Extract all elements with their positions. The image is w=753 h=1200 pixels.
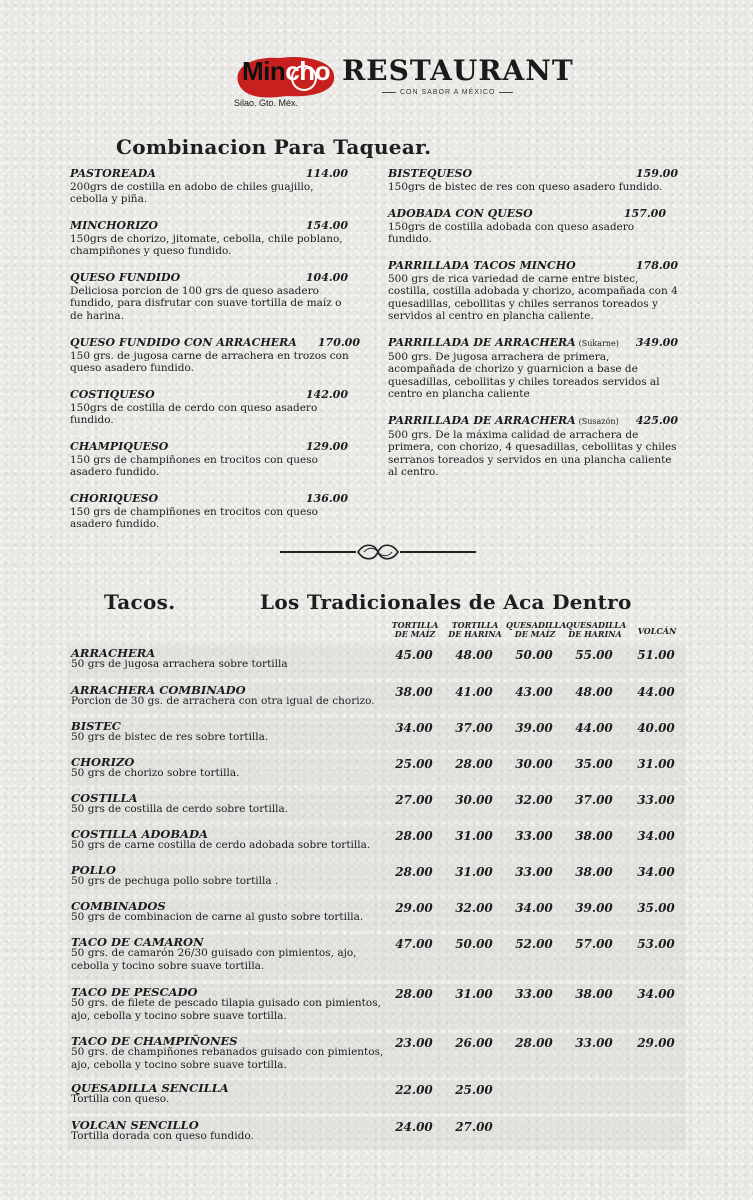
price-column-header (566, 620, 627, 639)
taco-price: 24.00 (395, 1120, 433, 1134)
taco-price: 35.00 (637, 901, 675, 915)
taco-price: 35.00 (575, 757, 613, 771)
taco-price: 30.00 (515, 757, 553, 771)
combo-item (70, 493, 348, 531)
taco-price: 29.00 (637, 1036, 675, 1050)
taco-price: 31.00 (637, 757, 675, 771)
taco-price: 28.00 (395, 865, 433, 879)
combo-item-desc: Deliciosa porcion de 100 grs de queso asadero fundido, para disfrutar con suave tortilla de maíz o de harina. (70, 284, 342, 322)
taco-price: 29.00 (395, 901, 433, 915)
combo-item-name: BISTEQUESO (388, 167, 473, 180)
taco-price: 33.00 (515, 829, 553, 843)
taco-row (68, 645, 686, 678)
taco-price: 50.00 (515, 648, 553, 662)
tacos-section-subtitle: Los Tradicionales de Aca Dentro (260, 590, 632, 614)
taco-desc: Tortilla dorada con queso fundido. (71, 1130, 254, 1142)
taco-price: 39.00 (515, 721, 553, 735)
taco-price: 32.00 (455, 901, 493, 915)
taco-price: 43.00 (515, 685, 553, 699)
taco-desc: Porcion de 30 gs. de arrachera con otra igual de chorizo. (71, 695, 375, 707)
taco-price: 31.00 (455, 865, 493, 879)
taco-price: 37.00 (575, 793, 613, 807)
taco-price: 28.00 (515, 1036, 553, 1050)
price-column-header (446, 621, 504, 639)
taco-price: 47.00 (395, 937, 433, 951)
taco-price: 37.00 (455, 721, 493, 735)
taco-price: 57.00 (575, 937, 613, 951)
combo-item (70, 168, 348, 206)
combo-item-name: COSTIQUESO (70, 388, 155, 401)
combo-item (70, 337, 360, 375)
combo-item-price: 159.00 (635, 167, 678, 180)
taco-desc: 50 grs de pechuga pollo sobre tortilla . (71, 875, 279, 887)
taco-name: COSTILLA ADOBADA (71, 827, 208, 841)
taco-name: POLLO (71, 863, 116, 877)
combo-item-price: 104.00 (305, 271, 348, 284)
combo-item-name: MINCHORIZO (70, 219, 159, 232)
column-header-line1: TORTILLA (391, 620, 439, 630)
combo-item-price: 142.00 (305, 388, 348, 401)
taco-price: 33.00 (515, 987, 553, 1001)
taco-desc: 50 grs de costilla de cerdo sobre tortilla. (71, 803, 289, 815)
combo-item-name: PASTOREADA (70, 167, 156, 180)
brand-name: Mincho (242, 56, 330, 86)
column-header-line2: DE MAÍZ (394, 629, 436, 639)
taco-desc: 50 grs de jugosa arrachera sobre tortilla (71, 658, 288, 670)
combo-item (70, 441, 348, 479)
combo-item-desc: 500 grs. De jugosa arrachera de primera, acompañada de chorizo y guarnicion a base de quesadillas, cebollitas y chiles toreados servidos al centro en plancha caliente (388, 350, 660, 400)
taco-price: 33.00 (575, 1036, 613, 1050)
column-header-line2: DE HARINA (448, 629, 502, 639)
taco-price: 22.00 (395, 1083, 433, 1097)
taco-desc: 50 grs de bistec de res sobre tortilla. (71, 731, 269, 743)
taco-price: 44.00 (637, 685, 675, 699)
taco-row (68, 984, 686, 1029)
taco-name: QUESADILLA SENCILLA (71, 1081, 229, 1095)
taco-price: 44.00 (575, 721, 613, 735)
taco-name: CHORIZO (71, 755, 135, 769)
combo-item-desc: 500 grs de rica variedad de carne entre bistec, costilla, costilla adobada y chorizo, acompañada con 4 quesadillas, cebollitas y chiles serranos toreados y servidos al centro en plancha caliente. (388, 272, 678, 322)
taco-price: 27.00 (395, 793, 433, 807)
taco-name: TACO DE CAMARON (71, 935, 204, 949)
taco-price: 31.00 (455, 987, 493, 1001)
taco-price: 34.00 (637, 865, 675, 879)
column-header-line1: VOLCÁN (637, 626, 677, 636)
combo-item-name: CHORIQUESO (70, 492, 159, 505)
taco-row (68, 1033, 686, 1076)
combo-item-desc: 150grs de bistec de res con queso asadero fundido. (388, 180, 663, 193)
taco-row (68, 790, 686, 822)
combo-item-desc: 150 grs de champiñones en trocitos con queso asadero fundido. (70, 505, 318, 530)
combo-item-desc: 150grs de chorizo, jitomate, cebolla, chile poblano, champiñones y queso fundido. (70, 232, 343, 257)
taco-name: ARRACHERA (71, 646, 156, 660)
tacos-section-title: Tacos. (104, 590, 176, 614)
taco-price: 34.00 (515, 901, 553, 915)
combo-item-desc: 500 grs. De la máxima calidad de arrachera de primera, con chorizo, 4 quesadillas, cebollitas y chiles serranos toreados y servidos en una plancha caliente al centro. (388, 428, 677, 478)
brand-location: Silao. Gto. Méx. (234, 98, 299, 108)
taco-price: 38.00 (575, 865, 613, 879)
taco-name: TACO DE CHAMPIÑONES (71, 1034, 238, 1048)
taco-row (68, 718, 686, 750)
taco-row (68, 682, 686, 714)
brand-restaurant-word: RESTAURANT (342, 54, 574, 87)
combo-item-price: 129.00 (305, 440, 348, 453)
taco-price: 33.00 (515, 865, 553, 879)
combo-item-name: PARRILLADA DE ARRACHERA (388, 414, 576, 427)
taco-price: 25.00 (455, 1083, 493, 1097)
taco-price: 41.00 (455, 685, 493, 699)
combo-item-desc: 150 grs de champiñones en trocitos con queso asadero fundido. (70, 453, 318, 478)
ornament-divider-icon (280, 541, 476, 563)
taco-price: 45.00 (395, 648, 433, 662)
taco-price: 34.00 (395, 721, 433, 735)
combo-item-desc: 200grs de costilla en adobo de chiles guajillo, cebolla y piña. (70, 180, 314, 205)
taco-price: 28.00 (455, 757, 493, 771)
taco-price: 50.00 (455, 937, 493, 951)
taco-price: 27.00 (455, 1120, 493, 1134)
taco-price: 33.00 (637, 793, 675, 807)
combo-item-name: CHAMPIQUESO (70, 440, 169, 453)
taco-desc: 50 grs. de camarón 26/30 guisado con pimientos, ajo, cebolla y tocino sobre suave tortilla. (71, 947, 357, 972)
taco-desc: 50 grs de combinacion de carne al gusto sobre tortilla. (71, 911, 364, 923)
taco-desc: 50 grs de chorizo sobre tortilla. (71, 767, 240, 779)
taco-price: 34.00 (637, 987, 675, 1001)
taco-row (68, 898, 686, 930)
combo-item-name: QUESO FUNDIDO (70, 271, 181, 284)
taco-price: 34.00 (637, 829, 675, 843)
combo-item (388, 260, 678, 323)
taco-price: 28.00 (395, 829, 433, 843)
taco-name: COMBINADOS (71, 899, 166, 913)
combo-item (388, 208, 666, 246)
taco-price: 32.00 (515, 793, 553, 807)
taco-price: 23.00 (395, 1036, 433, 1050)
column-header-line1: TORTILLA (451, 620, 499, 630)
column-header-line2: DE MAÍZ (514, 629, 556, 639)
combo-item (388, 337, 678, 401)
combo-item (388, 168, 678, 193)
combo-item-note: (Sukarne) (578, 339, 619, 348)
combo-item-price: 157.00 (623, 207, 666, 220)
price-column-header (628, 627, 686, 636)
combo-item-note: (Susazón) (578, 417, 619, 426)
combo-item-name: ADOBADA CON QUESO (388, 207, 533, 220)
taco-price: 51.00 (637, 648, 675, 662)
taco-price: 38.00 (575, 987, 613, 1001)
taco-name: VOLCAN SENCILLO (71, 1118, 199, 1132)
taco-price: 55.00 (575, 648, 613, 662)
taco-name: ARRACHERA COMBINADO (71, 683, 246, 697)
column-header-line1: QUESADILLA (506, 620, 567, 630)
combo-item-desc: 150 grs. de jugosa carne de arrachera en trozos con queso asadero fundido. (70, 349, 349, 374)
taco-name: TACO DE PESCADO (71, 985, 198, 999)
taco-price: 52.00 (515, 937, 553, 951)
combo-item-price: 170.00 (317, 336, 360, 349)
taco-name: BISTEC (71, 719, 121, 733)
taco-desc: Tortilla con queso. (71, 1093, 170, 1105)
taco-price: 48.00 (455, 648, 493, 662)
taco-price: 39.00 (575, 901, 613, 915)
combo-item-desc: 150grs de costilla de cerdo con queso asadero fundido. (70, 401, 318, 426)
combo-item-price: 114.00 (305, 167, 348, 180)
taco-price: 31.00 (455, 829, 493, 843)
combo-item-price: 136.00 (305, 492, 348, 505)
taco-price: 38.00 (575, 829, 613, 843)
combo-item-name: QUESO FUNDIDO CON ARRACHERA (70, 336, 297, 349)
combo-item-name: PARRILLADA TACOS MINCHO (388, 259, 576, 272)
taco-row (68, 1080, 686, 1113)
combo-item-price: 178.00 (635, 259, 678, 272)
taco-price: 26.00 (455, 1036, 493, 1050)
taco-row (68, 934, 686, 980)
price-column-header (386, 621, 444, 639)
combo-item-price: 154.00 (305, 219, 348, 232)
combo-item-desc: 150grs de costilla adobada con queso asadero fundido. (388, 220, 635, 245)
price-column-header (506, 620, 567, 639)
taco-desc: 50 grs de carne costilla de cerdo adobada sobre tortilla. (71, 839, 371, 851)
taco-price: 28.00 (395, 987, 433, 1001)
combo-item-price: 425.00 (635, 414, 678, 427)
combo-item (70, 272, 348, 322)
taco-desc: 50 grs. de champiñones rebanados guisado con pimientos, ajo, cebolla y tocino sobre suave tortilla. (71, 1046, 384, 1071)
column-header-line1: QUESADILLA (566, 620, 627, 630)
combo-item (388, 415, 678, 479)
taco-price: 38.00 (395, 685, 433, 699)
taco-row (68, 826, 686, 858)
combo-section-title: Combinacion Para Taquear. (116, 135, 432, 159)
combo-item-price: 349.00 (635, 336, 678, 349)
taco-row (68, 1117, 686, 1150)
combo-item-name: PARRILLADA DE ARRACHERA (388, 336, 576, 349)
taco-row (68, 862, 686, 894)
column-header-line2: DE HARINA (568, 629, 622, 639)
taco-price: 48.00 (575, 685, 613, 699)
combo-item (70, 220, 348, 258)
taco-row (68, 754, 686, 786)
taco-price: 30.00 (455, 793, 493, 807)
taco-name: COSTILLA (71, 791, 138, 805)
taco-price: 25.00 (395, 757, 433, 771)
restaurant-logo (228, 52, 574, 112)
taco-price: 40.00 (637, 721, 675, 735)
brand-tagline: CON SABOR A MÉXICO (378, 89, 517, 96)
taco-price: 53.00 (637, 937, 675, 951)
taco-desc: 50 grs. de filete de pescado tilapia guisado con pimientos, ajo, cebolla y tocino sobre suave tortilla. (71, 997, 381, 1022)
combo-item (70, 389, 348, 427)
